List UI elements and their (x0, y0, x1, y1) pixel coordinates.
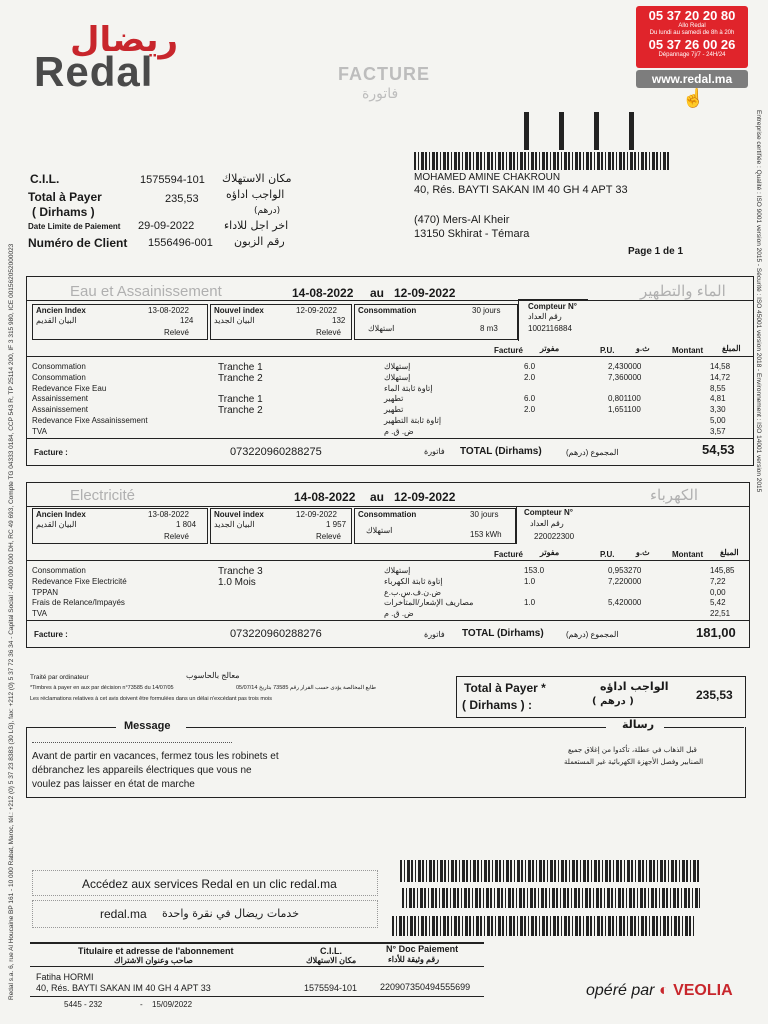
veolia-operator-logo (586, 982, 733, 1000)
veolia-logo-icon: ◐ (658, 982, 669, 999)
water-old-index-label: Ancien Index (36, 306, 86, 315)
water-line-tranche: Tranche 1 (218, 394, 263, 406)
elec-line-label: Consommation (32, 566, 86, 575)
water-total-label: TOTAL (Dirhams) (460, 446, 542, 457)
elec-line-quantity: 153.0 (524, 566, 545, 575)
grand-total-currency-arabic: ( درهم ) (592, 696, 634, 707)
total-label: Total à Payer (28, 190, 102, 204)
water-line-label: Consommation (32, 372, 86, 382)
elec-new-index-date: 12-09-2022 (296, 510, 337, 519)
electricity-section-title: Electricité (70, 487, 136, 504)
promo-link[interactable]: redal.ma (100, 907, 147, 921)
promo-line-arabic: خدمات ريضال في نقرة واحدة (162, 907, 300, 920)
water-meter-arabic: رقم العداد (528, 312, 562, 321)
cil-label-arabic: مكان الاستهلاك (222, 172, 292, 185)
water-line-label: Consommation (32, 362, 86, 371)
due-date-label-arabic: اخر اجل للاداء (224, 219, 289, 232)
elec-total-arabic: المجموع (درهم) (566, 630, 619, 639)
water-col-pu: P.U. (600, 346, 615, 355)
water-line-label: Assainissement (32, 394, 89, 404)
footer-doc-label-arabic: رقم وثيقة للأداء (388, 955, 440, 964)
opening-hours: Du lundi au samedi de 8h à 20h (649, 30, 735, 36)
footer-date: 15/09/2022 (152, 1000, 193, 1009)
message-title: Message (124, 720, 171, 732)
elec-line-tranche: Tranche 3 (218, 566, 263, 577)
elec-col-montant-ar: المبلغ (720, 548, 739, 557)
water-period-au: au (370, 286, 385, 300)
elec-line-label: Redevance Fixe Electricité (32, 576, 127, 586)
customer-address-line3: 13150 Skhirat - Témara (414, 228, 530, 240)
elec-line-label-arabic: إستهلاك (384, 566, 411, 575)
water-new-index-state: Relevé (316, 328, 341, 337)
elec-old-index-value: 1 804 (176, 520, 197, 529)
elec-old-index-label: Ancien Index (36, 510, 86, 519)
elec-line-unit-price: 0,953270 (608, 566, 642, 575)
message-text-fr: Avant de partir en vacances, fermez tous les robinets et débranchez les appareils électriques que vous ne voulez pas laisser en état de marche (32, 751, 279, 790)
customer-address-line2: (470) Mers-Al Kheir (414, 214, 510, 226)
elec-meter-arabic: رقم العداد (530, 519, 564, 528)
footer-doc-label: N° Doc Paiement (386, 944, 459, 954)
elec-consumption-arabic: استهلاك (366, 526, 393, 535)
water-line-label-arabic: تطهير (384, 405, 404, 415)
elec-consumption-days: 30 jours (470, 510, 499, 519)
water-consumption-label: Consommation (358, 306, 417, 315)
footer-code: 5445 - 232 (64, 1000, 103, 1009)
total-currency-arabic: (درهم) (254, 206, 281, 216)
cil-label: C.I.L. (30, 172, 60, 186)
footer-holder-label: Titulaire et adresse de l'abonnement (78, 946, 234, 956)
electricity-period-to: 12-09-2022 (394, 490, 456, 504)
elec-line-tranche: 1.0 Mois (218, 576, 256, 588)
water-line-label: Redevance Fixe Assainissement (32, 416, 148, 425)
elec-new-index-label: Nouvel index (214, 510, 264, 519)
electricity-section-title-arabic: الكهرباء (650, 487, 699, 504)
grand-total-currency: ( Dirhams ) : (462, 698, 533, 712)
customer-name: MOHAMED AMINE CHAKROUN (414, 172, 561, 183)
due-date-label: Date Limite de Paiement (28, 222, 121, 231)
certifications-info: Entreprise certifiée : Qualité : ISO 9001 version 2015 - Sécurité : ISO 45001 version 2018 - Environnement : ISO 14001 version 2015 (755, 110, 762, 493)
water-col-pu-ar: ث.و (636, 344, 650, 353)
address-barcode (414, 152, 670, 170)
water-line-label: Redevance Fixe Eau (32, 383, 107, 393)
water-line-amount: 4,81 (710, 394, 726, 404)
total-currency: ( Dirhams ) (32, 205, 95, 219)
water-consumption-days: 30 jours (472, 306, 501, 315)
elec-line-quantity: 1.0 (524, 576, 536, 586)
footer-doc-number: 220907350494555699 (380, 982, 471, 992)
computer-processed-note-arabic: معالج بالحاسوب (186, 671, 240, 680)
water-line-amount: 5,00 (710, 416, 726, 425)
water-line-amount: 14,58 (710, 362, 731, 371)
water-line-label: TVA (32, 426, 47, 436)
cil-value: 1575594-101 (140, 174, 205, 186)
elec-facture-label: Facture : (34, 630, 68, 639)
elec-consumption-label: Consommation (358, 510, 417, 519)
water-line-quantity: 6.0 (524, 394, 536, 404)
postal-barcode-marks (524, 112, 634, 150)
message-text-ar-line1: قبل الذهاب في عطلة، تأكدوا من إغلاق جميع (568, 746, 697, 754)
allo-redal-label: Allo Redal (678, 23, 706, 29)
message-text-ar-line2: الصنابير وفصل الأجهزة الكهربائية غير المستعملة (564, 758, 704, 766)
computer-processed-note: Traité par ordinateur (30, 674, 89, 681)
elec-total-label: TOTAL (Dirhams) (462, 628, 544, 639)
water-new-index-date: 12-09-2022 (296, 306, 337, 315)
veolia-brand: VEOLIA (673, 982, 733, 999)
elec-col-facture: Facturé (494, 550, 523, 559)
footer-holder-name: Fatiha HORMI (36, 972, 94, 982)
redal-logo: Redal (34, 48, 154, 95)
water-period-to: 12-09-2022 (394, 286, 456, 300)
total-label-arabic: الواجب اداؤه (226, 188, 285, 201)
pointer-hand-icon: ☝ (682, 88, 705, 108)
client-number-value: 1556496-001 (148, 237, 213, 249)
operated-by-label: opéré par (586, 982, 655, 999)
water-facture-arabic: فاتورة (424, 447, 445, 456)
contact-box (636, 6, 748, 68)
message-title-arabic: رسالة (622, 718, 655, 731)
water-line-label-arabic: ض. ق. م (384, 426, 414, 436)
document-title: FACTURE (338, 64, 430, 84)
page-number: Page 1 de 1 (628, 246, 684, 257)
water-col-facture-ar: مفوتر (540, 344, 560, 353)
water-line-amount: 14,72 (710, 372, 731, 382)
water-line-tranche: Tranche 2 (218, 405, 263, 417)
elec-line-label: TPPAN (32, 587, 59, 597)
footer-holder-address: 40, Rés. BAYTI SAKAN IM 40 GH 4 APT 33 (36, 983, 211, 993)
depannage-label: Dépannage 7j/7 - 24H/24 (658, 52, 726, 58)
elec-col-pu: P.U. (600, 550, 615, 559)
elec-line-label-arabic: ض. ق. م (384, 609, 414, 619)
elec-line-amount: 22,51 (710, 609, 731, 619)
elec-line-unit-price: 7,220000 (608, 576, 642, 586)
water-line-label-arabic: إتاوة ثابتة التطهير (384, 416, 442, 425)
phone-depannage: 05 37 26 00 26 (648, 37, 736, 52)
total-value: 235,53 (165, 193, 199, 205)
elec-line-amount: 7,22 (710, 576, 726, 586)
water-meter-value: 1002116884 (528, 324, 572, 333)
elec-total-amount: 181,00 (696, 625, 736, 640)
elec-meter-label: Compteur N° (524, 508, 573, 517)
water-consumption-arabic: استهلاك (368, 324, 395, 333)
footer-dash: - (140, 1000, 143, 1009)
elec-col-pu-ar: ث.و (636, 548, 650, 557)
water-facture-label: Facture : (34, 448, 68, 457)
elec-consumption-value: 153 kWh (470, 530, 502, 539)
elec-line-amount: 5,42 (710, 598, 726, 608)
payment-barcode-2 (402, 888, 700, 908)
claims-note: Les réclamations relatives à cet avis doivent être formulées dans un délai n'excédant pas trois mois (30, 696, 272, 702)
phone-allo-redal: 05 37 20 20 80 (648, 8, 736, 23)
grand-total-label: Total à Payer * (464, 681, 546, 695)
promo-line-fr[interactable]: Accédez aux services Redal en un clic redal.ma (82, 877, 337, 891)
water-line-label: Assainissement (32, 405, 89, 415)
elec-line-label-arabic: مصاريف الإشعار/المتأخرات (384, 598, 474, 608)
water-line-tranche: Tranche 1 (218, 362, 263, 373)
water-col-montant: Montant (672, 346, 704, 355)
elec-line-amount: 0,00 (710, 587, 726, 597)
elec-line-unit-price: 5,420000 (608, 598, 642, 608)
elec-line-quantity: 1.0 (524, 598, 536, 608)
customer-address-line1: 40, Rés. BAYTI SAKAN IM 40 GH 4 APT 33 (414, 184, 628, 196)
elec-line-label-arabic: إتاوة ثابتة الكهرباء (384, 576, 443, 586)
water-col-facture: Facturé (494, 346, 523, 355)
water-total-arabic: المجموع (درهم) (566, 448, 619, 457)
electricity-period-from: 14-08-2022 (294, 490, 356, 504)
footer-holder-label-arabic: صاحب وعنوان الاشتراك (114, 956, 193, 965)
elec-facture-arabic: فاتورة (424, 630, 445, 639)
elec-new-index-arabic: البيان الجديد (214, 520, 255, 529)
website-link[interactable]: www.redal.ma (636, 70, 748, 88)
water-total-amount: 54,53 (702, 442, 735, 457)
water-old-index-date: 13-08-2022 (148, 306, 189, 315)
payment-barcode-1 (400, 860, 700, 882)
water-line-quantity: 6.0 (524, 362, 536, 371)
elec-meter-value: 220022300 (534, 532, 575, 541)
water-consumption-value: 8 m3 (480, 324, 498, 333)
water-line-quantity: 2.0 (524, 372, 536, 382)
electricity-period-au: au (370, 490, 385, 504)
water-section-title: Eau et Assainissement (70, 283, 222, 300)
company-legal-info: Redal s.a. 6, rue Al Houcaine BP 161 - 10 000 Rabat, Maroc, tél.: +212 (0) 5 37 23 8383 (30 LG), fax: +212 (0) 5 37 72 36 34 - Capital Social : 400 000 000 DH, RC 49 693, Compte TG 04333 0184, CCP 543 R, TP 25114 200, IF 3 315 980, ICE 001562052000023 (8, 243, 15, 1000)
water-period-from: 14-08-2022 (292, 286, 354, 300)
grand-total-label-arabic: الواجب اداؤه (600, 680, 669, 693)
elec-col-facture-ar: مفوتر (540, 548, 560, 557)
footer-cil-value: 1575594-101 (304, 983, 358, 993)
redal-logo-arabic: ريضال (70, 20, 179, 60)
water-old-index-arabic: البيان القديم (36, 316, 77, 325)
water-line-unit-price: 2,430000 (608, 362, 642, 371)
water-line-label-arabic: إتاوة ثابتة الماء (384, 383, 433, 393)
elec-new-index-state: Relevé (316, 532, 341, 541)
water-line-label-arabic: إستهلاك (384, 372, 411, 382)
water-old-index-value: 124 (180, 316, 194, 325)
water-line-amount: 8,55 (710, 383, 726, 393)
water-new-index-value: 132 (332, 316, 346, 325)
elec-line-label: Frais de Relance/Impayés (32, 598, 125, 608)
water-meter-label: Compteur N° (528, 302, 577, 311)
footer-cil-label: C.I.L. (320, 946, 342, 956)
water-col-montant-ar: المبلغ (722, 344, 741, 353)
elec-line-amount: 145,85 (710, 566, 735, 575)
water-line-label-arabic: تطهير (384, 394, 404, 404)
elec-line-label: TVA (32, 609, 47, 619)
water-line-quantity: 2.0 (524, 405, 536, 415)
stamp-note-arabic: طابع المخالصة يؤدى حسب القرار رقم 73585 بتاريخ 05/07/14 (236, 685, 377, 691)
water-old-index-state: Relevé (164, 328, 189, 337)
water-new-index-arabic: البيان الجديد (214, 316, 255, 325)
water-new-index-label: Nouvel index (214, 306, 264, 315)
document-title-arabic: فاتورة (362, 86, 399, 102)
client-number-label-arabic: رقم الزبون (234, 235, 285, 248)
elec-old-index-date: 13-08-2022 (148, 510, 189, 519)
due-date-value: 29-09-2022 (138, 220, 195, 232)
payment-barcode-3 (392, 916, 696, 936)
elec-old-index-arabic: البيان القديم (36, 520, 77, 529)
elec-col-montant: Montant (672, 550, 704, 559)
grand-total-amount: 235,53 (696, 688, 733, 702)
elec-facture-number: 073220960288276 (230, 628, 322, 640)
stamp-note: *Timbres à payer en aux par décision n°73585 du 14/07/05 (30, 685, 174, 691)
water-section-title-arabic: الماء والتطهير (640, 283, 726, 300)
water-line-label-arabic: إستهلاك (384, 362, 411, 371)
water-line-unit-price: 0,801100 (608, 394, 641, 404)
water-line-tranche: Tranche 2 (218, 372, 263, 384)
water-line-amount: 3,57 (710, 426, 726, 436)
elec-new-index-value: 1 957 (326, 520, 347, 529)
water-line-unit-price: 1,651100 (608, 405, 641, 415)
elec-line-label-arabic: ض.ن.ف.س.ب.ع (384, 587, 442, 597)
water-line-amount: 3,30 (710, 405, 726, 415)
footer-cil-label-arabic: مكان الاستهلاك (306, 956, 357, 965)
water-facture-number: 073220960288275 (230, 446, 322, 458)
client-number-label: Numéro de Client (28, 236, 128, 250)
elec-old-index-state: Relevé (164, 532, 189, 541)
water-line-unit-price: 7,360000 (608, 372, 642, 382)
